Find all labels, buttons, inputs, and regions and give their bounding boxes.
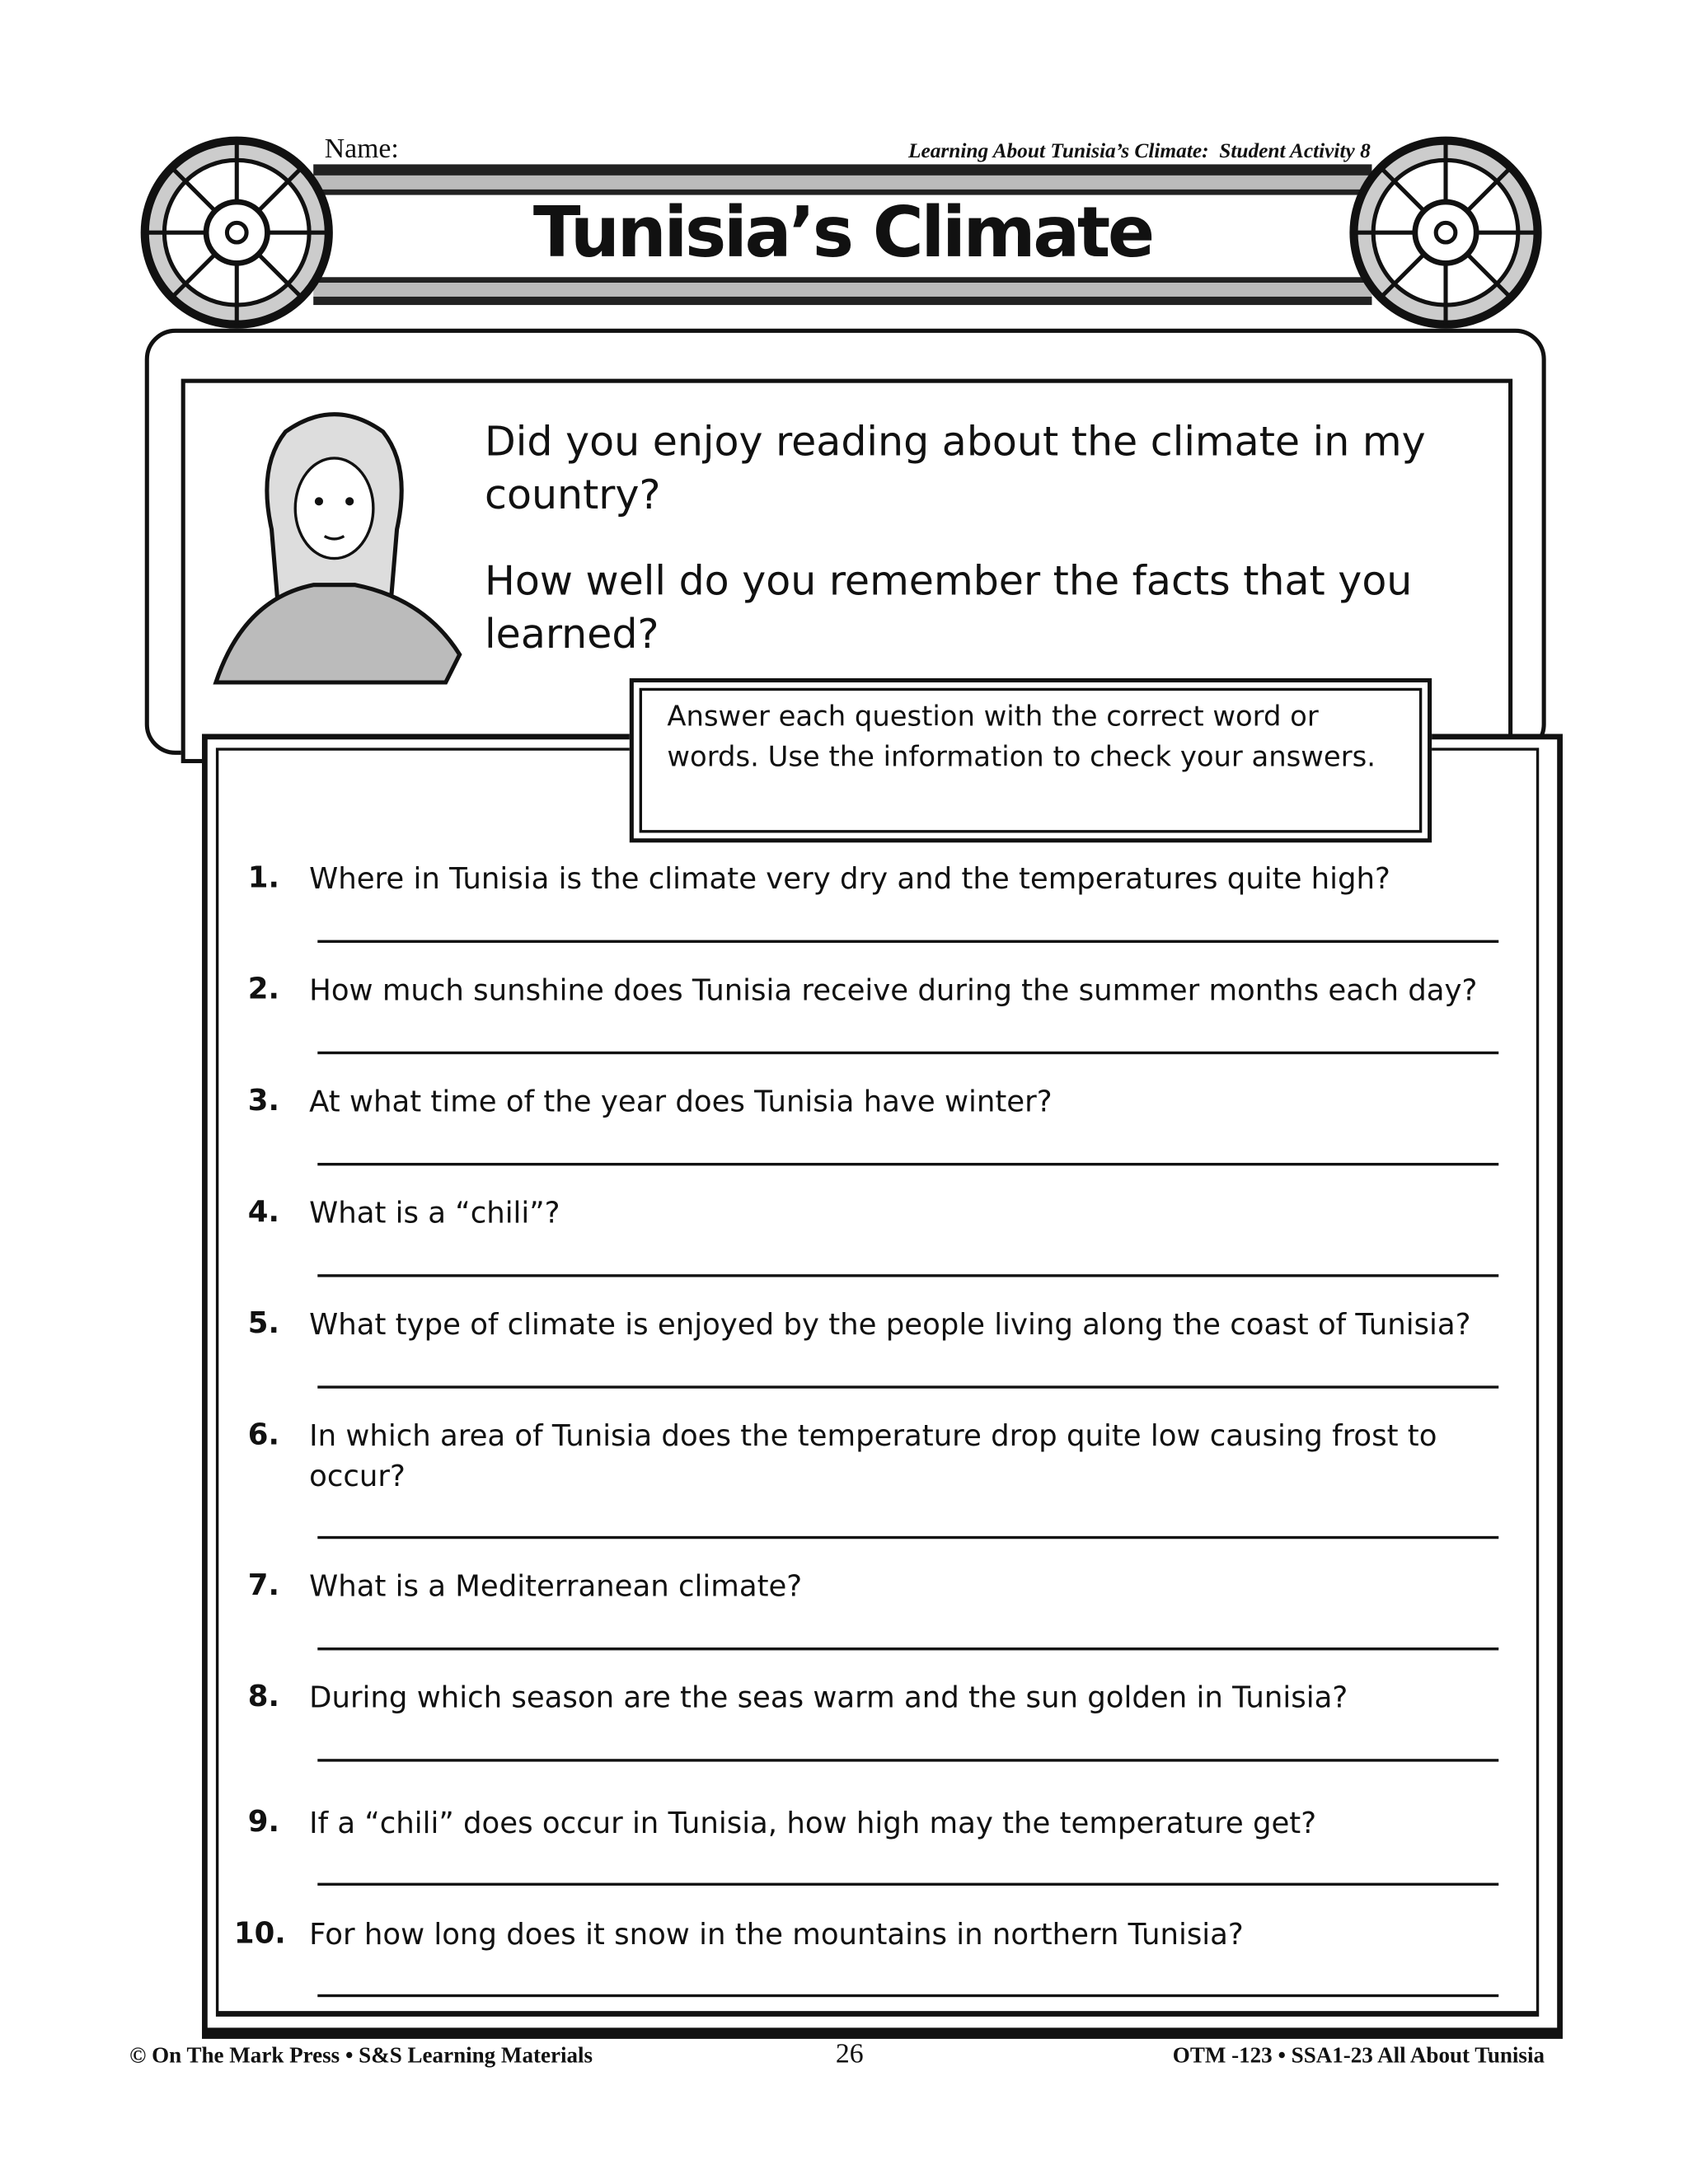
question-text: For how long does it snow in the mountains in northern Tunisia?: [309, 1917, 1244, 1952]
answer-line[interactable]: [317, 1994, 1498, 1997]
question-number: 9.: [247, 1804, 279, 1839]
instructions-box: [630, 678, 1432, 842]
question-text: What type of climate is enjoyed by the people living along the coast of Tunisia?: [309, 1307, 1471, 1342]
question-number: 8.: [247, 1679, 279, 1713]
intro-question-1: Did you enjoy reading about the climate in my country?: [485, 417, 1426, 518]
page-number: 26: [835, 2038, 864, 2070]
question-number: 3.: [247, 1083, 279, 1118]
question-number: 5.: [247, 1306, 279, 1340]
question-number: 2.: [247, 972, 279, 1006]
answer-line[interactable]: [317, 1536, 1498, 1539]
question-text: How much sunshine does Tunisia receive during the summer months each day?: [309, 973, 1478, 1007]
rosette-right-icon: [1348, 133, 1544, 335]
question-text: What is a Mediterranean climate?: [309, 1569, 803, 1603]
question-text: At what time of the year does Tunisia have winter?: [309, 1085, 1053, 1118]
question-number: 1.: [247, 860, 279, 894]
answer-line[interactable]: [317, 1759, 1498, 1761]
question-text: In which area of Tunisia does the temperature drop quite low causing frost to occur?: [309, 1418, 1437, 1493]
question-text: Where in Tunisia is the climate very dry and the temperatures quite high?: [309, 861, 1390, 896]
answer-line[interactable]: [317, 940, 1498, 943]
answer-line[interactable]: [317, 1163, 1498, 1165]
question-number: 10.: [233, 1916, 286, 1950]
instructions-text: Answer each question with the correct word or words. Use the information to check your answers.: [667, 699, 1376, 773]
footer-copyright: © On The Mark Press • S&S Learning Materials: [129, 2044, 593, 2069]
answer-line[interactable]: [317, 1883, 1498, 1886]
intro-question-2: How well do you remember the facts that you learned?: [485, 556, 1413, 658]
girl-portrait: [202, 404, 467, 696]
question-number: 7.: [247, 1568, 279, 1602]
footer-code: OTM -123 • SSA1-23 All About Tunisia: [1172, 2044, 1545, 2069]
answer-line[interactable]: [317, 1385, 1498, 1388]
question-number: 4.: [247, 1194, 279, 1229]
name-label: Name:: [324, 134, 399, 165]
answer-line[interactable]: [317, 1647, 1498, 1650]
page-title: Tunisia’s Climate: [532, 192, 1152, 274]
question-text: If a “chili” does occur in Tunisia, how high may the temperature get?: [309, 1806, 1317, 1840]
answer-line[interactable]: [317, 1052, 1498, 1054]
rosette-left-icon: [139, 133, 335, 335]
answer-line[interactable]: [317, 1274, 1498, 1277]
question-text: What is a “chili”?: [309, 1196, 560, 1230]
question-number: 6.: [247, 1418, 279, 1451]
activity-label: Learning About Tunisia’s Climate: Student Activity 8: [908, 140, 1371, 163]
question-text: During which season are the seas warm and the sun golden in Tunisia?: [309, 1680, 1348, 1715]
